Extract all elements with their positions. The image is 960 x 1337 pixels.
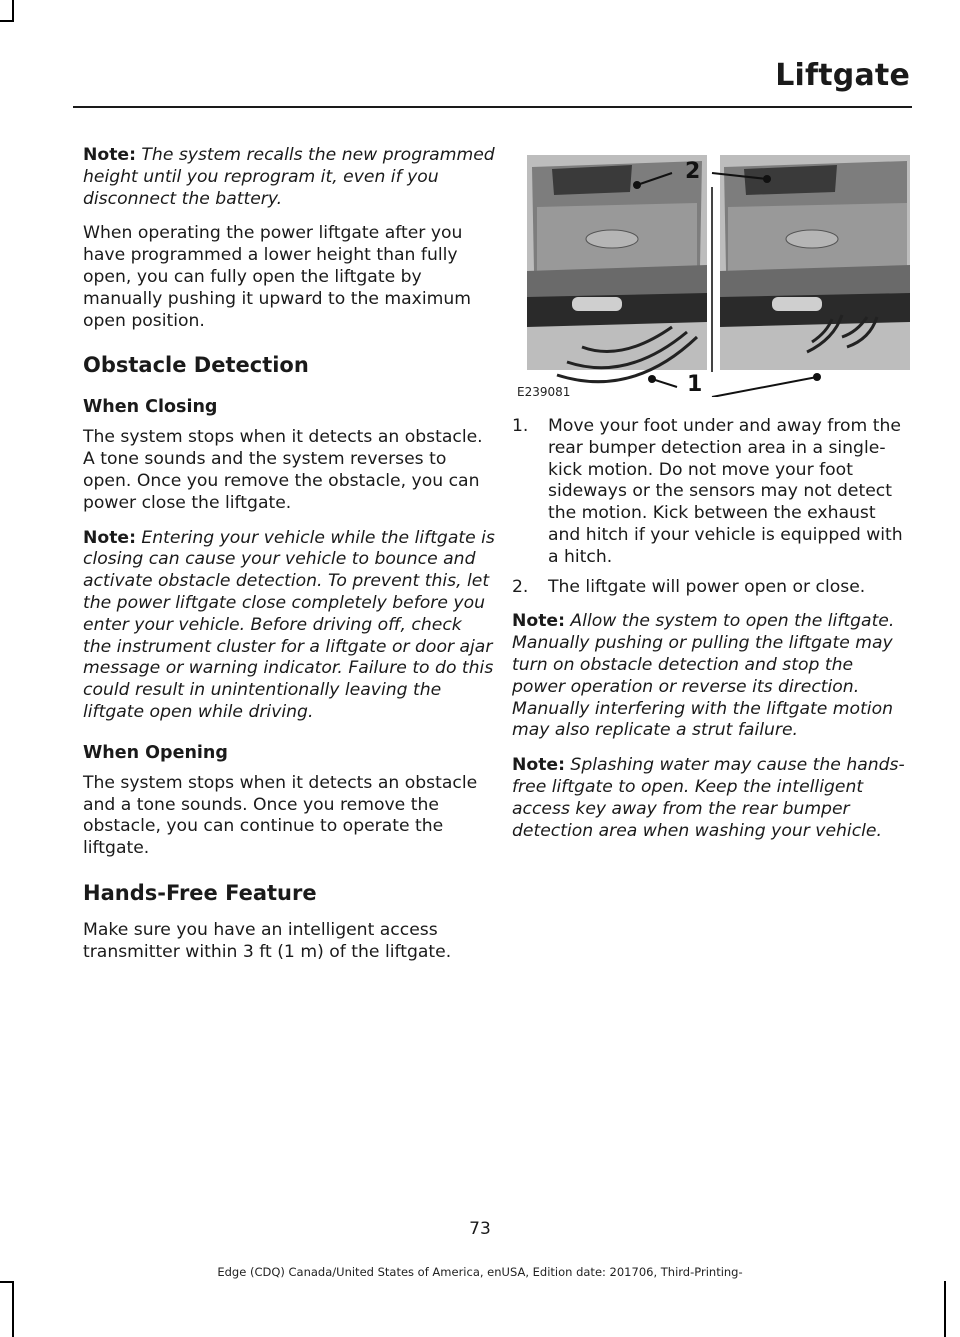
figure-code: E239081 (517, 385, 571, 399)
note-entering-vehicle (83, 528, 495, 724)
note-label: Note: (83, 527, 136, 548)
paragraph-hands-free: Make sure you have an intelligent access transmitter within 3 ft (1 m) of the liftgate. (83, 919, 452, 962)
vehicle-rear-illustration (512, 147, 912, 397)
page-title: Liftgate (775, 58, 910, 93)
note-label: Note: (512, 755, 565, 776)
crop-mark-top-left-h (0, 20, 14, 22)
vehicle-left-view (527, 155, 707, 382)
step-number: 1. (512, 416, 529, 436)
step-number: 2. (512, 576, 529, 597)
heading-hands-free-feature: Hands-Free Feature (83, 880, 317, 905)
note-text: Splashing water may cause the hands-free liftgate to open. Keep the intelligent access key away from the rear bumper detection area when washing your vehicle. (512, 755, 905, 841)
note-splashing-water (512, 755, 908, 842)
crop-mark-bottom-right-v (944, 1281, 946, 1337)
note-text: The system recalls the new programmed height until you reprogram it, even if you disconnect the battery. (83, 145, 495, 209)
edition-footer: Edge (CDQ) Canada/United States of America, enUSA, Edition date: 201706, Third-Printing- (217, 1265, 743, 1279)
list-item (512, 577, 908, 599)
note-label: Note: (512, 611, 565, 632)
crop-mark-top-left-v (12, 0, 14, 22)
heading-when-opening: When Opening (83, 742, 228, 763)
paragraph-lower-height: When operating the power liftgate after you have programmed a lower height than fully open, you can fully open the liftgate by manually pushing it upward to the maximum open position. (83, 223, 471, 331)
note-text: Allow the system to open the liftgate. Manually pushing or pulling the liftgate may turn on obstacle detection and stop the power operation or reverse its direction. Manually interfering with the liftgate motion may also replicate a strut failure. (512, 611, 895, 741)
list-item (512, 416, 908, 569)
step-text: Move your foot under and away from the rear bumper detection area in a single-kick motion. Do not move your foot sideways or the sensors may not detect the motion. Kick between the exhaust and hitch if your vehicle is equipped with a hitch. (548, 416, 903, 567)
liftgate-kick-illustration (512, 147, 912, 397)
crop-mark-bottom-left-h (0, 1281, 14, 1283)
vehicle-right-view (720, 155, 910, 370)
left-column (83, 145, 495, 977)
note-allow-system (512, 611, 908, 742)
paragraph-when-closing: The system stops when it detects an obstacle. A tone sounds and the system reverses to open. Once you remove the obstacle, you can power close the liftgate. (83, 427, 483, 513)
paragraph-when-opening: The system stops when it detects an obstacle and a tone sounds. Once you remove the obstacle, you can continue to operate the liftgate. (83, 772, 478, 859)
header-rule (73, 106, 912, 108)
steps-list (512, 416, 908, 598)
right-column (512, 416, 908, 855)
callout-1: 1 (687, 372, 703, 397)
page-number: 73 (469, 1219, 491, 1239)
crop-mark-bottom-left-v (12, 1281, 14, 1337)
step-text: The liftgate will power open or close. (548, 576, 866, 597)
note-text: Entering your vehicle while the liftgate is closing can cause your vehicle to bounce and activate obstacle detection. To prevent this, let the power liftgate close completely before you enter your vehicle. Before driving off, check the instrument cluster for a liftgate or door ajar message or warning indicator. Failure to do this could result in unintentionally leaving the liftgate open while driving. (83, 527, 495, 722)
note-recall-height (83, 145, 495, 210)
leader-line-1-right (712, 377, 817, 397)
note-label: Note: (83, 145, 136, 165)
heading-when-closing: When Closing (83, 397, 218, 418)
heading-obstacle-detection: Obstacle Detection (83, 353, 309, 378)
callout-2: 2 (685, 159, 701, 184)
